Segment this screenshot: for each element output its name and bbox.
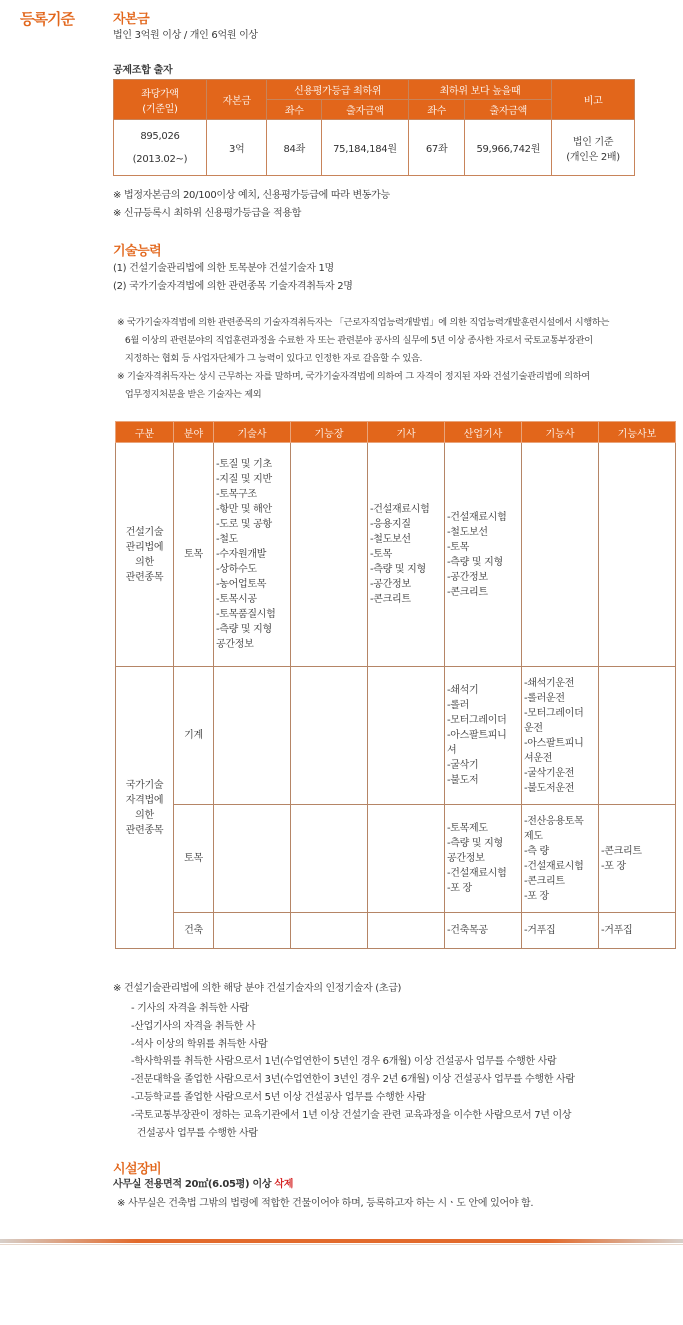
header-higher: 최하위 보다 높을때 (408, 80, 551, 100)
machine-pe (214, 667, 291, 805)
list-item: -고등학교를 졸업한 사람으로서 5년 이상 건설공사 업무를 수행한 사람 (131, 1091, 426, 1103)
cell-amount-low: 75,184,184원 (321, 120, 408, 176)
capital-requirement: 법인 3억원 이상 / 개인 6억원 이상 (113, 30, 258, 41)
list-item: -산업기사의 자격을 취득한 사 (131, 1020, 256, 1032)
tech-note-line: 지정하는 협회 등 사업자단체가 그 능력이 있다고 인정한 자로 갈음할 수 있음. (117, 353, 423, 364)
tech-notes (117, 314, 609, 404)
qual-list (131, 1000, 575, 1142)
list-item: 건설공사 업무를 수행한 사람 (131, 1127, 258, 1139)
list-item: -석사 이상의 학위를 취득한 사람 (131, 1038, 268, 1050)
capital-note-2: ※ 신규등록시 최하위 신용평가등급을 적용함 (113, 208, 302, 219)
header-note: 비고 (552, 80, 635, 120)
facility-note: ※ 사무실은 건축법 그밖의 법령에 적합한 건물이어야 하며, 등록하고자 하는 시ㆍ도 안에 있어야 함. (117, 1198, 534, 1209)
machine-helper (599, 667, 676, 805)
capital-table (113, 79, 635, 176)
group-national-law: 국가기술 자격법에 의한 관련종목 (116, 667, 174, 949)
civil-industrial: -건설재료시험 -철도보선 -토목 -측량 및 지형 -공간정보 -콘크리트 (445, 443, 522, 667)
group-civil-law: 건설기술 관리법에 의한 관련종목 (116, 443, 174, 667)
tech-note-line: 6월 이상의 관련분야의 직업훈련과정을 수료한 자 또는 관련분야 공사의 실무에 5년 이상 종사한 자로서 국토교통부장관이 (117, 335, 593, 346)
th-engineer: 기사 (368, 422, 445, 443)
list-item: -국토교통부장관이 정하는 교육기관에서 1년 이상 건설기술 관련 교육과정을 이수한 사람으로서 7년 이상 (131, 1109, 572, 1121)
cell-note (552, 120, 635, 176)
th-craftsman: 기능사 (522, 422, 599, 443)
header-seats-high: 좌수 (408, 100, 465, 120)
header-seats-low: 좌수 (267, 100, 322, 120)
arch-master (291, 913, 368, 949)
th-pe: 기술사 (214, 422, 291, 443)
cell-seats-low: 84좌 (267, 120, 322, 176)
header-amount-high: 출자금액 (465, 100, 552, 120)
th-category: 구분 (116, 422, 174, 443)
cell-price (114, 120, 207, 176)
seat-price-sublabel: (기준일) (142, 103, 178, 115)
arch-industrial: -건축목공 (445, 913, 522, 949)
civil2-industrial: -토목제도 -측량 및 지형 공간정보 -건설재료시험 -포 장 (445, 805, 522, 913)
field-arch: 건축 (174, 913, 214, 949)
cell-capital: 3억 (206, 120, 267, 176)
civil2-engineer (368, 805, 445, 913)
civil-master (291, 443, 368, 667)
arch-pe (214, 913, 291, 949)
machine-master (291, 667, 368, 805)
footer-divider-shadow (0, 1244, 683, 1245)
machine-engineer (368, 667, 445, 805)
civil-pe: -토질 및 기초 -지질 및 지반 -토목구조 -항만 및 해안 -도로 및 공항 -철도 -수자원개발 -상하수도 -농어업토목 -토목시공 -토목품질시험 -측량 및 지형 공간정보 (214, 443, 291, 667)
arch-helper: -거푸집 (599, 913, 676, 949)
cell-seats-high: 67좌 (408, 120, 465, 176)
union-heading: 공제조합 출자 (113, 65, 173, 76)
cell-amount-high: 59,966,742원 (465, 120, 552, 176)
table-row (116, 805, 676, 913)
list-item: - 기사의 자격을 취득한 사람 (131, 1003, 249, 1014)
civil2-helper: -콘크리트 -포 장 (599, 805, 676, 913)
th-field: 분야 (174, 422, 214, 443)
arch-craftsman: -거푸집 (522, 913, 599, 949)
field-machine: 기계 (174, 667, 214, 805)
civil2-craftsman: -전산응용토목 제도 -측 량 -건설재료시험 -콘크리트 -포 장 (522, 805, 599, 913)
header-amount-low: 출자금액 (321, 100, 408, 120)
tech-note-line: ※ 국가기술자격법에 의한 관련종목의 기술자격취득자는 「근로자직업능력개발법」에 의한 직업능력개발훈련시설에서 시행하는 (117, 317, 610, 328)
tech-note-line: ※ 기술자격취득자는 상시 근무하는 자를 말하며, 국가기술자격법에 의하여 그 자격이 정지된 자와 건설기술관리법에 의하여 (117, 371, 590, 382)
page-section-title: 등록기준 (20, 10, 74, 28)
seat-price-label: 좌당가액 (141, 88, 179, 100)
deleted-mark: 삭제 (274, 1179, 294, 1190)
civil-craftsman (522, 443, 599, 667)
table-row (116, 667, 676, 805)
facility-requirement: 사무실 전용면적 20㎡(6.05평) 이상 (113, 1179, 272, 1190)
table-row (114, 120, 635, 176)
th-industrial: 산업기사 (445, 422, 522, 443)
note-line-2: (개인은 2배) (566, 151, 620, 163)
field-civil: 토목 (174, 443, 214, 667)
tech-item-1: (1) 건설기술관리법에 의한 토목분야 건설기술자 1명 (113, 263, 334, 274)
tech-note-line: 업무정지처분을 받은 기술자는 제외 (117, 389, 262, 400)
header-seat-price (114, 80, 207, 120)
table-row (116, 443, 676, 667)
capital-heading: 자본금 (113, 12, 150, 27)
footer-divider (0, 1239, 683, 1243)
tech-heading: 기술능력 (113, 244, 162, 259)
header-capital: 자본금 (206, 80, 267, 120)
capital-note-1: ※ 법정자본금의 20/100이상 예치, 신용평가등급에 따라 변동가능 (113, 190, 390, 201)
arch-engineer (368, 913, 445, 949)
list-item: -학사학위를 취득한 사람으로서 1년(수업연한이 5년인 경우 6개월) 이상 건설공사 업무를 수행한 사람 (131, 1056, 557, 1068)
list-item: -전문대학을 졸업한 사람으로서 3년(수업연한이 3년인 경우 2년 6개월) 이상 건설공사 업무를 수행한 사람 (131, 1074, 575, 1086)
price-value: 895,026 (140, 130, 180, 142)
price-date: (2013.02~) (132, 153, 188, 165)
qual-heading: ※ 건설기술관리법에 의한 해당 분야 건설기술자의 인정기술자 (초급) (113, 983, 402, 994)
civil2-pe (214, 805, 291, 913)
civil-helper (599, 443, 676, 667)
facility-heading: 시설장비 (113, 1162, 162, 1177)
tech-item-2: (2) 국가기술자격법에 의한 관련종목 기술자격취득자 2명 (113, 281, 353, 292)
th-helper: 기능사보 (599, 422, 676, 443)
th-master: 기능장 (291, 422, 368, 443)
machine-industrial: -쇄석기 -롤러 -모터그레이더 -아스팔트피니 셔 -굴삭기 -불도저 (445, 667, 522, 805)
field-civil-2: 토목 (174, 805, 214, 913)
tech-table (115, 421, 676, 949)
table-row (116, 913, 676, 949)
machine-craftsman: -쇄석기운전 -롤러운전 -모터그레이더 운전 -아스팔트피니 셔운전 -굴삭기운전 -불도저운전 (522, 667, 599, 805)
note-line-1: 법인 기준 (572, 136, 614, 148)
facility-line (113, 1177, 293, 1193)
header-lowest: 신용평가등급 최하위 (267, 80, 408, 100)
civil2-master (291, 805, 368, 913)
civil-engineer: -건설재료시험 -응용지질 -철도보선 -토목 -측량 및 지형 -공간정보 -콘크리트 (368, 443, 445, 667)
